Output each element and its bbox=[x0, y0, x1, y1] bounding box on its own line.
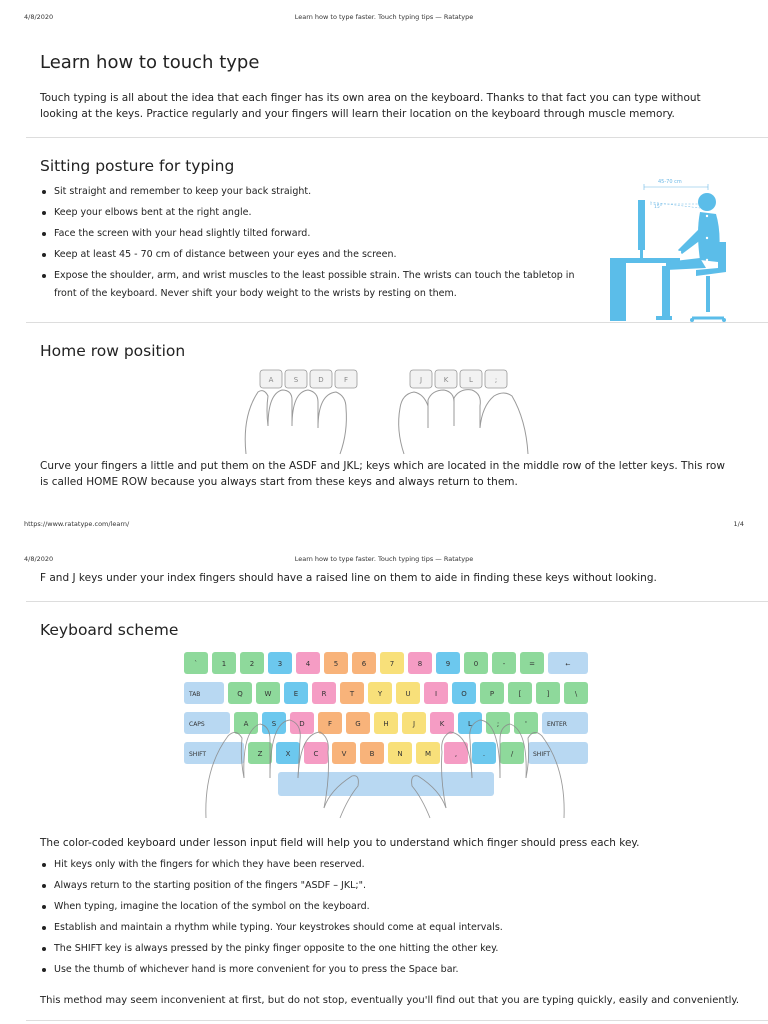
key-label: X bbox=[285, 750, 291, 758]
keyboard-key-3-5 bbox=[360, 742, 384, 764]
divider bbox=[26, 137, 768, 138]
keyboard-key-1-1 bbox=[228, 682, 252, 704]
list-item: Use the thumb of whichever hand is more convenient for you to press the Space bar. bbox=[40, 961, 740, 979]
key-label: 6 bbox=[361, 660, 367, 668]
page-date: 4/8/2020 bbox=[24, 13, 54, 21]
keyboard-key-3-8 bbox=[444, 742, 468, 764]
list-item: Establish and maintain a rhythm while typing. Your keystrokes should come at equal intervals. bbox=[40, 919, 740, 937]
list-item: Expose the shoulder, arm, and wrist muscles to the least possible strain. The wrists can touch the tabletop in front of the keyboard. Never shift your body weight to the wrists by resting on them. bbox=[40, 267, 580, 303]
key-label: 8 bbox=[417, 660, 423, 668]
divider bbox=[26, 1020, 768, 1021]
distance-label: 45-70 cm bbox=[658, 179, 682, 185]
keyboard-key-1-10 bbox=[480, 682, 504, 704]
keyboard-key-3-9 bbox=[472, 742, 496, 764]
posture-illustration bbox=[600, 172, 750, 324]
keyboard-key-1-0 bbox=[184, 682, 224, 704]
keyboard-key-3-4 bbox=[332, 742, 356, 764]
key-label: D bbox=[318, 376, 324, 384]
key-label: E bbox=[293, 690, 299, 698]
key-label: L bbox=[468, 720, 472, 728]
key-label: S bbox=[293, 376, 299, 384]
keyboard-key-1-5 bbox=[340, 682, 364, 704]
key-label: C bbox=[313, 750, 319, 758]
key-label: A bbox=[268, 376, 274, 384]
home-key-right-2 bbox=[460, 370, 482, 388]
list-item: Hit keys only with the fingers for which they have been reserved. bbox=[40, 856, 740, 874]
key-label: 5 bbox=[333, 660, 339, 668]
keyboard-key-0-4 bbox=[296, 652, 320, 674]
posture-list bbox=[40, 183, 580, 306]
keyboard-paragraph: The color-coded keyboard under lesson input field will help you to understand which finger should press each key. bbox=[40, 837, 640, 849]
home-key-right-3 bbox=[485, 370, 507, 388]
page-number: 1/4 bbox=[733, 520, 744, 528]
key-label: J bbox=[412, 720, 416, 728]
hands-icon bbox=[245, 390, 528, 454]
hands-overlay-icon bbox=[206, 720, 564, 818]
keyboard-key-1-6 bbox=[368, 682, 392, 704]
key-label: 0 bbox=[473, 660, 479, 668]
key-label: ` bbox=[194, 660, 198, 668]
keyboard-key-2-11 bbox=[514, 712, 538, 734]
keyboard-key-1-11 bbox=[508, 682, 532, 704]
key-label: CAPS bbox=[189, 721, 205, 728]
keyboard-key-2-12 bbox=[542, 712, 588, 734]
keyboard-key-0-12 bbox=[520, 652, 544, 674]
keyboard-key-3-6 bbox=[388, 742, 412, 764]
home-row-heading: Home row position bbox=[40, 342, 186, 360]
keyboard-key-2-1 bbox=[234, 712, 258, 734]
key-label: SHIFT bbox=[533, 751, 551, 758]
person-icon bbox=[698, 193, 716, 211]
key-label: ' bbox=[525, 720, 527, 728]
key-label: . bbox=[482, 750, 486, 758]
keyboard-key-0-6 bbox=[352, 652, 376, 674]
key-label: TAB bbox=[189, 691, 201, 698]
key-label: B bbox=[369, 750, 375, 758]
fj-paragraph: F and J keys under your index fingers should have a raised line on them to aide in finding these keys without looking. bbox=[40, 572, 657, 584]
keyboard-key-0-13 bbox=[548, 652, 588, 674]
key-label: L bbox=[469, 376, 473, 384]
home-key-left-1 bbox=[285, 370, 307, 388]
keyboard-key-2-4 bbox=[318, 712, 342, 734]
key-label: D bbox=[299, 720, 305, 728]
page-title: Learn how to touch type bbox=[40, 52, 260, 73]
key-label: F bbox=[343, 376, 349, 384]
keyboard-key-1-12 bbox=[536, 682, 560, 704]
home-key-right-1 bbox=[435, 370, 457, 388]
list-item: Keep your elbows bent at the right angle. bbox=[40, 204, 580, 222]
keyboard-key-0-3 bbox=[268, 652, 292, 674]
key-label: Q bbox=[237, 690, 243, 698]
home-key-left-3 bbox=[335, 370, 357, 388]
keyboard-key-3-2 bbox=[276, 742, 300, 764]
key-label: K bbox=[443, 376, 449, 384]
closing-paragraph: This method may seem inconvenient at first, but do not stop, eventually you'll find out that you are typing quickly, easily and conveniently. bbox=[40, 995, 740, 1006]
key-label: F bbox=[327, 720, 333, 728]
space-bar-key bbox=[278, 772, 494, 796]
keyboard-key-2-8 bbox=[430, 712, 454, 734]
key-label: [ bbox=[518, 690, 522, 698]
keyboard-key-1-3 bbox=[284, 682, 308, 704]
key-label: Y bbox=[377, 690, 383, 698]
keyboard-key-2-10 bbox=[486, 712, 510, 734]
keyboard-heading: Keyboard scheme bbox=[40, 621, 179, 639]
page-url: https://www.ratatype.com/learn/ bbox=[24, 520, 130, 528]
home-key-right-0 bbox=[410, 370, 432, 388]
key-label: H bbox=[383, 720, 389, 728]
list-item: Face the screen with your head slightly tilted forward. bbox=[40, 225, 580, 243]
list-item: When typing, imagine the location of the symbol on the keyboard. bbox=[40, 898, 740, 916]
key-label: T bbox=[349, 690, 355, 698]
key-label: ] bbox=[546, 690, 550, 698]
keyboard-key-3-3 bbox=[304, 742, 328, 764]
keyboard-key-3-11 bbox=[528, 742, 588, 764]
keyboard-key-0-5 bbox=[324, 652, 348, 674]
intro-paragraph: Touch typing is all about the idea that each finger has its own area on the keyboard. Thanks to that fact you can type without looking at the keys. Practice regularly and your fingers will learn their location on the keyboard through muscle memory. bbox=[40, 92, 701, 120]
key-label: U bbox=[405, 690, 411, 698]
angle-label: 15° bbox=[654, 205, 662, 210]
key-label: ; bbox=[496, 720, 500, 728]
key-label: R bbox=[321, 690, 327, 698]
keyboard-key-0-10 bbox=[464, 652, 488, 674]
list-item: Sit straight and remember to keep your back straight. bbox=[40, 183, 580, 201]
key-label: 2 bbox=[249, 660, 255, 668]
keyboard-key-2-0 bbox=[184, 712, 230, 734]
key-label: 4 bbox=[305, 660, 311, 668]
key-label: M bbox=[424, 750, 432, 758]
keyboard-key-1-13 bbox=[564, 682, 588, 704]
key-label: O bbox=[461, 690, 467, 698]
keyboard-key-1-8 bbox=[424, 682, 448, 704]
key-label: Z bbox=[257, 750, 263, 758]
monitor-icon bbox=[638, 200, 645, 250]
key-label: 3 bbox=[277, 660, 283, 668]
key-label: S bbox=[271, 720, 277, 728]
key-label: 7 bbox=[389, 660, 395, 668]
keyboard-key-2-3 bbox=[290, 712, 314, 734]
key-label: \ bbox=[574, 690, 578, 698]
key-label: 1 bbox=[221, 660, 227, 668]
key-label: A bbox=[243, 720, 249, 728]
key-label: I bbox=[434, 690, 438, 698]
keyboard-key-3-10 bbox=[500, 742, 524, 764]
key-label: W bbox=[264, 690, 272, 698]
key-label: N bbox=[397, 750, 403, 758]
keyboard-key-2-6 bbox=[374, 712, 398, 734]
key-label: , bbox=[454, 750, 458, 758]
key-label: V bbox=[341, 750, 347, 758]
home-key-left-0 bbox=[260, 370, 282, 388]
posture-heading: Sitting posture for typing bbox=[40, 157, 235, 175]
keyboard-illustration bbox=[180, 648, 590, 823]
keyboard-key-0-9 bbox=[436, 652, 460, 674]
rules-list bbox=[40, 856, 740, 982]
key-label: P bbox=[489, 690, 495, 698]
key-label: K bbox=[439, 720, 445, 728]
keyboard-key-0-1 bbox=[212, 652, 236, 674]
keyboard-key-0-2 bbox=[240, 652, 264, 674]
keyboard-key-2-5 bbox=[346, 712, 370, 734]
keyboard-key-0-11 bbox=[492, 652, 516, 674]
divider bbox=[26, 322, 768, 323]
keyboard-key-1-9 bbox=[452, 682, 476, 704]
keyboard-key-0-0 bbox=[184, 652, 208, 674]
home-row-illustration bbox=[238, 366, 538, 456]
list-item: The SHIFT key is always pressed by the pinky finger opposite to the one hitting the other key. bbox=[40, 940, 740, 958]
keyboard-key-3-1 bbox=[248, 742, 272, 764]
key-label: ← bbox=[565, 661, 571, 668]
home-row-paragraph: Curve your fingers a little and put them on the ASDF and JKL; keys which are located in the middle row of the letter keys. This row is called HOME ROW because you always start from these keys and always return to them. bbox=[40, 460, 725, 488]
key-label: SHIFT bbox=[189, 751, 207, 758]
page-title-header: Learn how to type faster. Touch typing tips — Ratatype bbox=[294, 13, 474, 21]
page-date: 4/8/2020 bbox=[24, 555, 54, 563]
key-label: G bbox=[355, 720, 361, 728]
keyboard-key-1-4 bbox=[312, 682, 336, 704]
keyboard-key-0-8 bbox=[408, 652, 432, 674]
keyboard-key-1-7 bbox=[396, 682, 420, 704]
key-label: 9 bbox=[445, 660, 451, 668]
keyboard-key-2-7 bbox=[402, 712, 426, 734]
keyboard-key-0-7 bbox=[380, 652, 404, 674]
home-key-left-2 bbox=[310, 370, 332, 388]
key-label: J bbox=[419, 376, 423, 384]
divider bbox=[26, 601, 768, 602]
list-item: Keep at least 45 - 70 cm of distance between your eyes and the screen. bbox=[40, 246, 580, 264]
key-label: = bbox=[529, 660, 535, 668]
keyboard-key-1-2 bbox=[256, 682, 280, 704]
key-label: ; bbox=[494, 376, 498, 384]
keyboard-key-3-7 bbox=[416, 742, 440, 764]
page-title-header: Learn how to type faster. Touch typing tips — Ratatype bbox=[294, 555, 474, 563]
key-label: - bbox=[502, 660, 506, 668]
key-label: / bbox=[510, 750, 514, 758]
list-item: Always return to the starting position of the fingers "ASDF – JKL;". bbox=[40, 877, 740, 895]
key-label: ENTER bbox=[547, 721, 567, 728]
